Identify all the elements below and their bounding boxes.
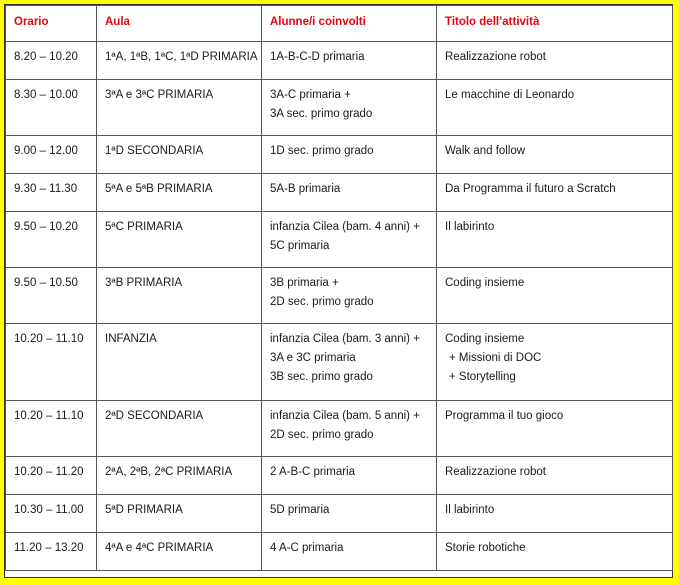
cell-activity-title-line: Da Programma il futuro a Scratch <box>445 183 616 195</box>
cell-students-line: 3B sec. primo grado <box>270 371 373 383</box>
cell-time: 8.20 – 10.20 <box>6 42 97 80</box>
cell-room <box>97 80 262 136</box>
cell-students-line: 2D sec. primo grado <box>270 296 374 308</box>
cell-activity-title <box>437 457 673 495</box>
cell-students-line: 5C primaria <box>270 240 330 252</box>
cell-students-line: 3A-C primaria + <box>270 89 351 101</box>
cell-activity-title <box>437 136 673 174</box>
header-room: Aula <box>97 6 262 42</box>
cell-time: 9.30 – 11.30 <box>6 174 97 212</box>
table-row <box>6 457 673 495</box>
cell-room-line: 1ªA, 1ªB, 1ªC, 1ªD PRIMARIA <box>105 51 258 63</box>
cell-students-line: 3A e 3C primaria <box>270 352 356 364</box>
table-row <box>6 268 673 324</box>
cell-students-line: 5D primaria <box>270 504 330 516</box>
cell-students-line: 2 A-B-C primaria <box>270 466 355 478</box>
cell-time: 9.50 – 10.50 <box>6 268 97 324</box>
table-row <box>6 174 673 212</box>
cell-room <box>97 324 262 401</box>
cell-room-line: 2ªA, 2ªB, 2ªC PRIMARIA <box>105 466 233 478</box>
cell-activity-title-line: Coding insieme <box>445 277 525 289</box>
cell-activity-title-line: Storie robotiche <box>445 542 526 554</box>
cell-students <box>262 268 437 324</box>
cell-students-line: infanzia Cilea (bam. 4 anni) + <box>270 221 420 233</box>
cell-time: 8.30 – 10.00 <box>6 80 97 136</box>
cell-activity-title <box>437 80 673 136</box>
cell-room-line: 3ªA e 3ªC PRIMARIA <box>105 89 214 101</box>
cell-activity-title-line: + Missioni di DOC <box>449 352 542 364</box>
cell-room-line: 4ªA e 4ªC PRIMARIA <box>105 542 214 554</box>
cell-students-line: 2D sec. primo grado <box>270 429 374 441</box>
cell-students <box>262 533 437 571</box>
table-row <box>6 533 673 571</box>
cell-students <box>262 42 437 80</box>
cell-room-line: INFANZIA <box>105 333 157 345</box>
cell-activity-title <box>437 324 673 401</box>
cell-activity-title <box>437 212 673 268</box>
cell-room <box>97 136 262 174</box>
cell-students <box>262 495 437 533</box>
cell-room-line: 1ªD SECONDARIA <box>105 145 204 157</box>
cell-room <box>97 457 262 495</box>
cell-room-line: 3ªB PRIMARIA <box>105 277 183 289</box>
cell-room <box>97 401 262 457</box>
table-row <box>6 42 673 80</box>
cell-activity-title-line: Il labirinto <box>445 504 495 516</box>
table-row <box>6 212 673 268</box>
cell-activity-title <box>437 533 673 571</box>
cell-activity-title-line: Coding insieme <box>445 333 525 345</box>
cell-room-line: 5ªA e 5ªB PRIMARIA <box>105 183 213 195</box>
cell-students <box>262 401 437 457</box>
cell-room-line: 2ªD SECONDARIA <box>105 410 204 422</box>
cell-students <box>262 212 437 268</box>
cell-room <box>97 268 262 324</box>
cell-room-line: 5ªD PRIMARIA <box>105 504 183 516</box>
cell-activity-title <box>437 495 673 533</box>
cell-room <box>97 212 262 268</box>
header-time: Orario <box>6 6 97 42</box>
cell-room <box>97 174 262 212</box>
cell-students-line: 5A-B primaria <box>270 183 341 195</box>
cell-students <box>262 457 437 495</box>
cell-time: 9.00 – 12.00 <box>6 136 97 174</box>
header-row <box>6 6 673 42</box>
cell-room <box>97 42 262 80</box>
cell-activity-title-line: + Storytelling <box>449 371 516 383</box>
cell-students-line: infanzia Cilea (bam. 5 anni) + <box>270 410 420 422</box>
cell-time: 10.20 – 11.20 <box>6 457 97 495</box>
header-activity-title: Titolo dell’attività <box>437 6 673 42</box>
table-row <box>6 324 673 401</box>
cell-students <box>262 80 437 136</box>
cell-students-line: infanzia Cilea (bam. 3 anni) + <box>270 333 420 345</box>
cell-time: 10.20 – 11.10 <box>6 401 97 457</box>
schedule-frame <box>4 4 673 578</box>
cell-activity-title-line: Il labirinto <box>445 221 495 233</box>
cell-activity-title-line: Programma il tuo gioco <box>445 410 564 422</box>
cell-activity-title <box>437 401 673 457</box>
table-row <box>6 136 673 174</box>
cell-activity-title-line: Realizzazione robot <box>445 51 547 63</box>
table-row <box>6 401 673 457</box>
cell-students-line: 3A sec. primo grado <box>270 108 373 120</box>
cell-room <box>97 533 262 571</box>
cell-activity-title-line: Walk and follow <box>445 145 526 157</box>
cell-students <box>262 174 437 212</box>
cell-time: 9.50 – 10.20 <box>6 212 97 268</box>
cell-activity-title-line: Realizzazione robot <box>445 466 547 478</box>
cell-activity-title <box>437 174 673 212</box>
cell-activity-title <box>437 42 673 80</box>
cell-activity-title-line: Le macchine di Leonardo <box>445 89 575 101</box>
cell-time: 11.20 – 13.20 <box>6 533 97 571</box>
schedule-table <box>5 5 673 571</box>
cell-students-line: 1A-B-C-D primaria <box>270 51 365 63</box>
cell-students <box>262 324 437 401</box>
cell-time: 10.30 – 11.00 <box>6 495 97 533</box>
cell-room <box>97 495 262 533</box>
cell-time: 10.20 – 11.10 <box>6 324 97 401</box>
cell-room-line: 5ªC PRIMARIA <box>105 221 183 233</box>
cell-students <box>262 136 437 174</box>
cell-activity-title <box>437 268 673 324</box>
table-row <box>6 80 673 136</box>
header-students: Alunne/i coinvolti <box>262 6 437 42</box>
cell-students-line: 4 A-C primaria <box>270 542 344 554</box>
cell-students-line: 3B primaria + <box>270 277 339 289</box>
table-row <box>6 495 673 533</box>
cell-students-line: 1D sec. primo grado <box>270 145 374 157</box>
